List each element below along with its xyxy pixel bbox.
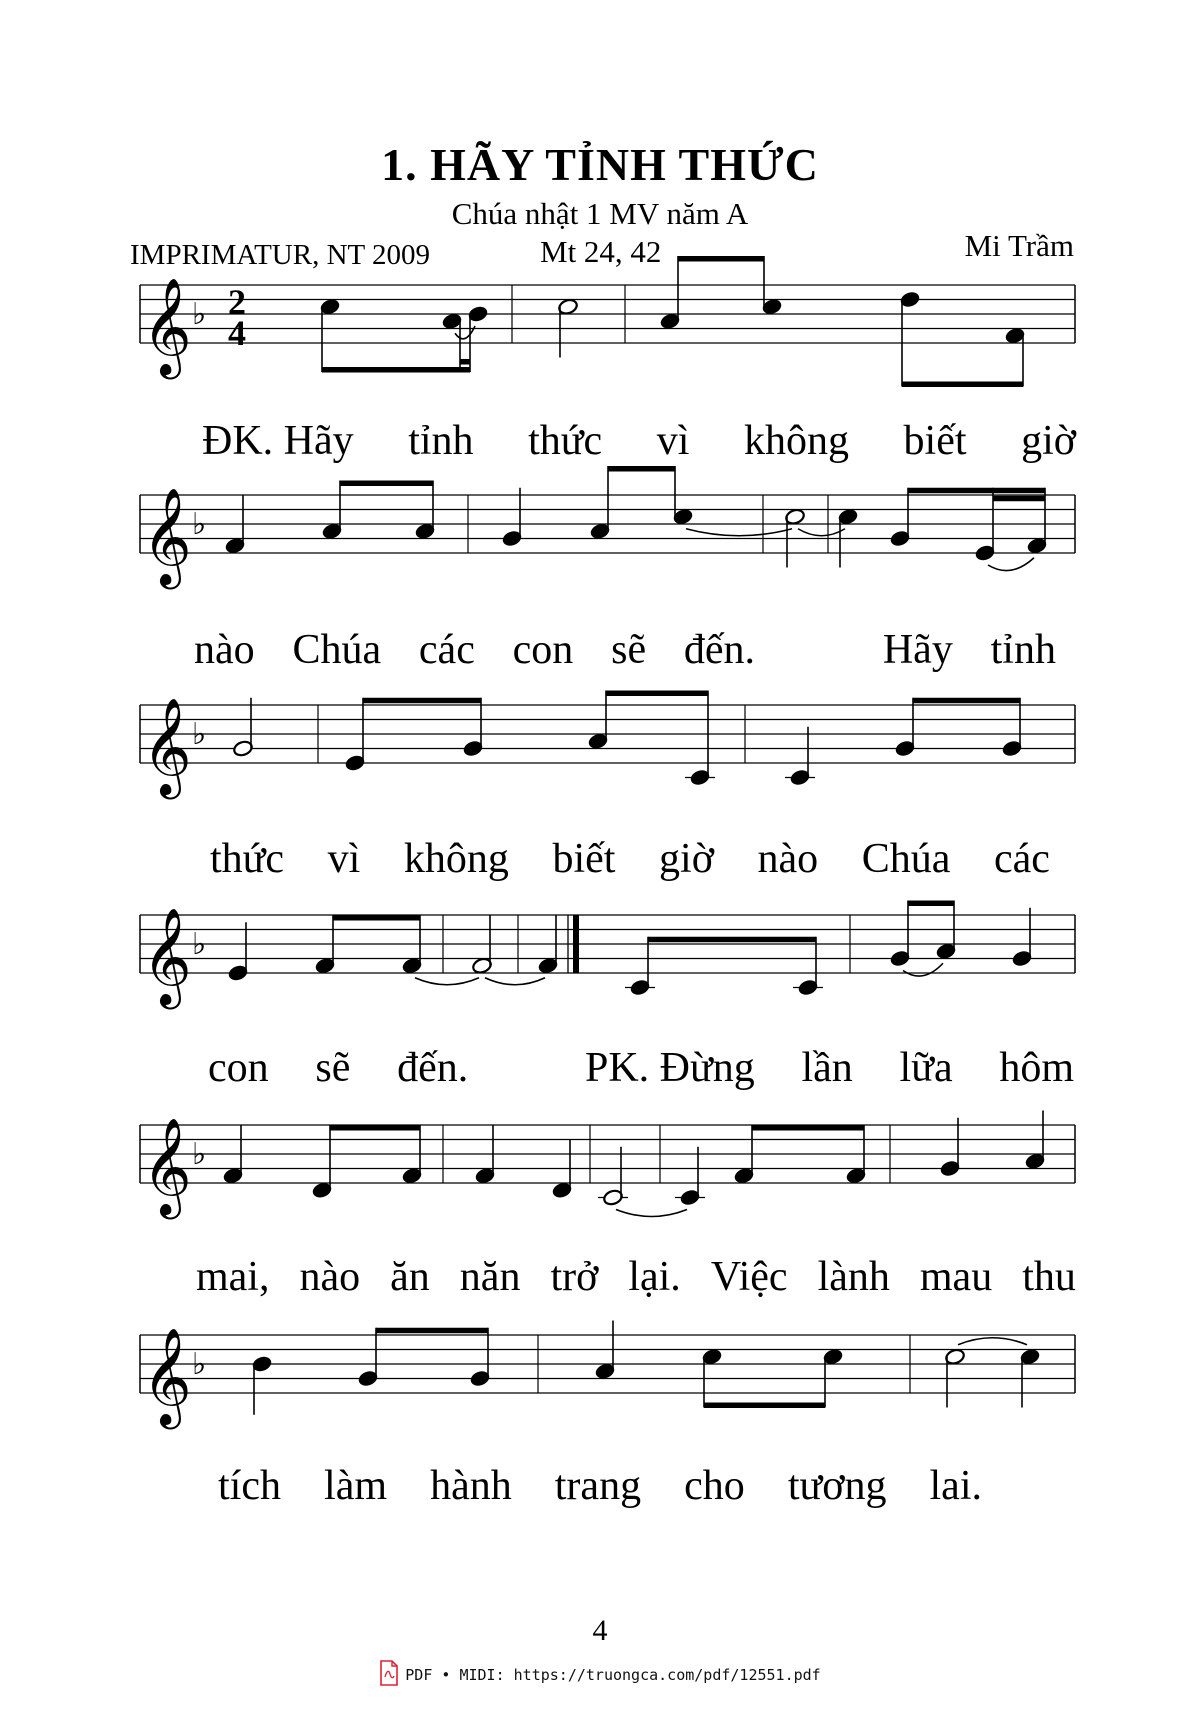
lyric-syllable: không [403, 836, 509, 882]
tie-slur [616, 1210, 687, 1217]
note-beam [363, 698, 481, 704]
note-beam [333, 915, 420, 921]
lyric-syllable: sẽ [611, 627, 647, 673]
lyric-line-3 [140, 834, 1080, 884]
lyric-syllable: Việc [710, 1254, 788, 1300]
lyric-syllable: Hãy [882, 627, 953, 673]
lyric-syllable: biết [552, 836, 616, 882]
flat-icon: ♭ [192, 717, 207, 752]
tie-slur [485, 978, 545, 985]
lyric-syllable: đến. [683, 627, 756, 673]
note-beam [460, 359, 470, 365]
lyric-syllable: làm [324, 1463, 388, 1509]
lyric-syllable: vì [656, 418, 690, 464]
lyric-syllable: trang [554, 1463, 642, 1509]
lyric-syllable: mai, [196, 1254, 270, 1300]
treble-clef-icon: 𝄞 [142, 277, 192, 375]
treble-clef-icon: 𝄞 [142, 907, 192, 1005]
treble-clef-icon: 𝄞 [142, 1327, 192, 1425]
note-beam [648, 937, 816, 943]
lyric-syllable: đến. [397, 1045, 469, 1091]
note-beam [752, 1125, 864, 1131]
treble-clef-icon: 𝄞 [142, 1117, 192, 1215]
lyric-syllable: tỉnh [408, 418, 474, 464]
note-beam [908, 488, 1045, 494]
flat-icon: ♭ [192, 507, 207, 542]
tie-slur [686, 529, 792, 536]
lyric-syllable: các [993, 836, 1050, 882]
lyric-line-2 [140, 625, 1080, 675]
composer-name: Mi Trầm [964, 228, 1074, 263]
note-beam [608, 466, 675, 472]
time-signature-numerator: 2 [228, 282, 246, 322]
note-beam [902, 382, 1023, 388]
lyric-syllable: giờ [1021, 418, 1076, 464]
scripture-reference: Mt 24, 42 [540, 234, 662, 269]
lyric-syllable: PK. Đừng [584, 1045, 755, 1091]
note-beam [908, 901, 954, 907]
time-signature-denominator: 4 [228, 313, 246, 353]
lyric-syllable: sẽ [315, 1045, 351, 1091]
lyric-syllable: các [418, 627, 475, 673]
lyric-syllable: giờ [659, 836, 714, 882]
flat-icon: ♭ [192, 1137, 207, 1172]
lyric-syllable: ĐK. Hãy [202, 418, 354, 464]
lyric-syllable: con [512, 627, 574, 673]
lyric-syllable: tỉnh [990, 627, 1056, 673]
footer-link[interactable] [0, 1660, 1200, 1690]
lyric-syllable: năn [459, 1254, 521, 1300]
tie-slur [903, 963, 943, 976]
lyric-line-6 [140, 1461, 1080, 1511]
tie-slur [415, 978, 479, 985]
lyric-syllable: nào [299, 1254, 361, 1300]
treble-clef-icon: 𝄞 [142, 697, 192, 795]
note-beam [322, 367, 470, 373]
lyric-syllable: lại. [628, 1254, 681, 1300]
note-beam [376, 1328, 488, 1334]
lyric-syllable: thu [1022, 1254, 1076, 1300]
lyric-syllable: trở [550, 1254, 599, 1300]
lyric-syllable: cho [684, 1463, 745, 1509]
lyric-line-4 [140, 1043, 1080, 1093]
lyric-syllable: nào [757, 836, 819, 882]
lyric-syllable: tích [218, 1463, 281, 1509]
tie-slur [958, 1338, 1027, 1345]
lyric-syllable: thức [528, 418, 603, 464]
lyric-syllable: không [743, 418, 849, 464]
treble-clef-icon: 𝄞 [142, 487, 192, 585]
note-beam [340, 481, 433, 487]
note-beam [606, 691, 708, 697]
note-beam [913, 698, 1020, 704]
flat-icon: ♭ [192, 1347, 207, 1382]
flat-icon: ♭ [192, 927, 207, 962]
double-barline [573, 915, 579, 973]
lyric-syllable: tương [787, 1463, 887, 1509]
note-beam [704, 1403, 825, 1409]
lyric-syllable: mau [919, 1254, 993, 1300]
lyric-line-1 [140, 416, 1080, 466]
song-subtitle: Chúa nhật 1 MV năm A [451, 196, 749, 231]
lyric-syllable: ăn [390, 1254, 430, 1300]
lyric-syllable: thức [210, 836, 285, 882]
lyric-syllable: lành [817, 1254, 890, 1300]
lyric-syllable: lữa [899, 1045, 953, 1091]
flat-icon: ♭ [192, 297, 207, 332]
tie-slur [798, 529, 845, 536]
note-beam [993, 496, 1045, 502]
lyric-syllable: lai. [929, 1463, 982, 1509]
lyric-syllable: lần [801, 1045, 853, 1091]
lyric-line-5 [140, 1252, 1080, 1302]
lyric-syllable: Chúa [861, 836, 951, 882]
note-beam [330, 1125, 420, 1131]
lyric-syllable: biết [903, 418, 967, 464]
tie-slur [988, 558, 1034, 571]
lyric-syllable: hành [430, 1463, 512, 1509]
pdf-file-icon [379, 1660, 399, 1690]
song-title: 1. HÃY TỈNH THỨC [381, 139, 819, 190]
lyric-syllable: con [208, 1045, 269, 1091]
lyric-syllable: vì [327, 836, 361, 882]
note-beam [678, 256, 764, 262]
footer-text: PDF • MIDI: https://truongca.com/pdf/12551.pdf [405, 1666, 821, 1684]
lyric-syllable: nào [194, 627, 255, 673]
imprimatur-note: IMPRIMATUR, NT 2009 [130, 239, 430, 271]
page-number: 4 [592, 1614, 608, 1647]
lyric-syllable: hôm [999, 1045, 1074, 1091]
lyric-syllable: Chúa [292, 627, 382, 673]
